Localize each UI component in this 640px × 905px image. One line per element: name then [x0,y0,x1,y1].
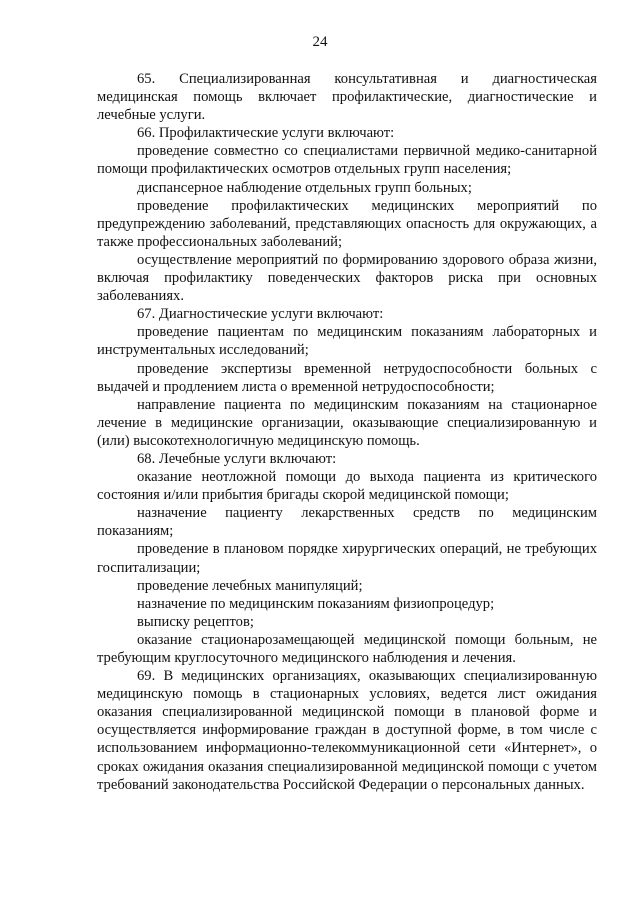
list-item: назначение пациенту лекарственных средств по медицинским показаниям; [97,505,597,540]
list-item: проведение в плановом порядке хирургических операций, не требующих госпитализации; [97,541,597,576]
list-item: оказание неотложной помощи до выхода пациента из критического состояния и/или прибытия бригады скорой медицинской помощи; [97,469,597,504]
list-item: выписку рецептов; [137,613,254,630]
paragraph-65: 65. Специализированная консультативная и диагностическая медицинская помощь включает профилактические, диагностические и лечебные услуги. [97,71,597,124]
list-item: назначение по медицинским показаниям физиопроцедур; [137,595,495,612]
list-item: осуществление мероприятий по формированию здорового образа жизни, включая профилактику поведенческих факторов риска при основных заболеваниях. [97,251,597,305]
list-item: оказание стационарозамещающей медицинской помощи больным, не требующим круглосуточного медицинского наблюдения и лечения. [97,631,597,666]
list-item: направление пациента по медицинским показаниям на стационарное лечение в медицинские организации, оказывающие специализированную и (или) высокотехнологичную медицинскую помощь. [97,396,597,449]
list-item: проведение лечебных манипуляций; [137,577,363,594]
paragraph-69: 69. В медицинских организациях, оказывающих специализированную медицинскую помощь в стационарных условиях, ведется лист ожидания оказания специализированной медицинской помощи в плановой форме и осуществляется информирование граждан в доступной форме, в том числе с использованием информационно-телекоммуникационной сети «Интернет», о сроках ожидания оказания специализированной медицинской помощи с учетом требований законодательства Российской Федерации о персональных данных. [97,668,597,793]
document-body [97,70,597,794]
page-number: 24 [312,34,328,50]
paragraph-66-heading: 66. Профилактические услуги включают: [137,125,395,142]
list-item: проведение совместно со специалистами первичной медико-санитарной помощи профилактических осмотров отдельных групп населения; [97,143,597,178]
paragraph-67-heading: 67. Диагностические услуги включают: [137,306,384,323]
list-item: проведение профилактических медицинских мероприятий по предупреждению заболеваний, представляющих опасность для окружающих, а также профессиональных заболеваний; [97,197,597,250]
list-item: диспансерное наблюдение отдельных групп больных; [137,179,472,196]
list-item: проведение экспертизы временной нетрудоспособности больных с выдачей и продлением листа о временной нетрудоспособности; [97,360,597,395]
list-item: проведение пациентам по медицинским показаниям лабораторных и инструментальных исследований; [97,324,597,359]
paragraph-68-heading: 68. Лечебные услуги включают: [137,450,337,467]
